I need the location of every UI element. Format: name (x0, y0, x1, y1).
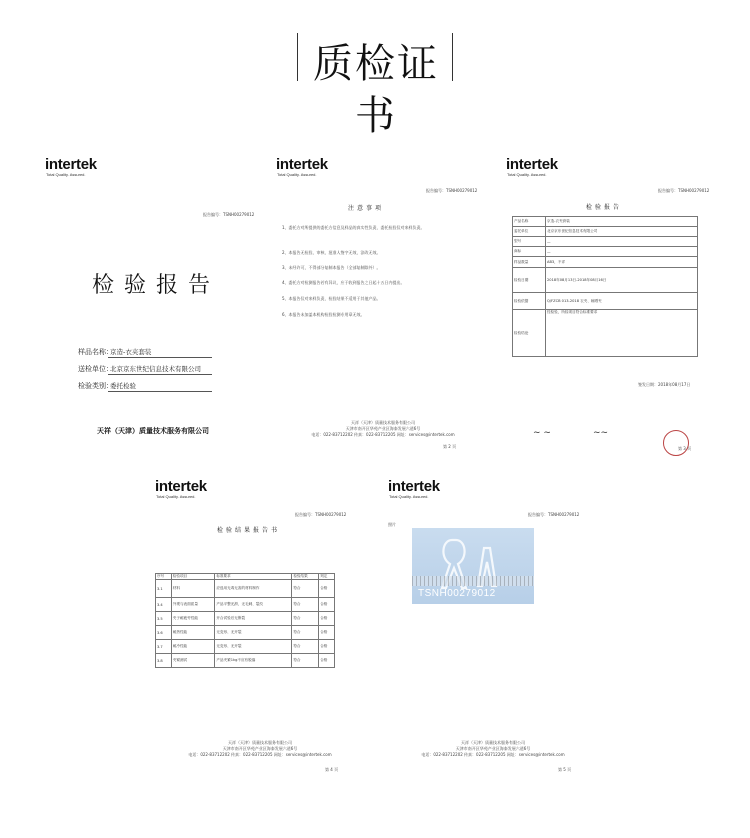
table-row: 3.7 耐冷性能 无变形、无开裂 符合 合格 (156, 640, 335, 654)
page-number: 第 5 页 (558, 767, 572, 772)
table-row: 检验结论 经检验，所检项目符合标准要求 (513, 310, 698, 357)
notice-item: 5、本报告仅对来样负责，检验结果不适用于其他产品。 (282, 296, 381, 301)
report-heading: 检验报告 (92, 273, 221, 298)
table-row: 3.8 夹紧测试 产品夹紧1kg不应有脱落 符合 合格 (156, 654, 335, 668)
page-footer (418, 740, 568, 758)
client-value: 北京京东世纪信息技术有限公司 (110, 365, 201, 373)
measuring-ruler (412, 576, 534, 586)
intertek-logo: intertek (506, 156, 558, 173)
footer-contact: 电话：022-83712202 传真：022-83712205 网址：services@intertek.com (188, 752, 332, 757)
footer-contact: 电话：022-83712202 传真：022-83712205 网址：services@intertek.com (421, 752, 565, 757)
report-number: 报告编号：TSNH00279012 (658, 188, 710, 193)
table-row: 检验日期 2018年08月13日-2018年08月16日 (513, 268, 698, 293)
table-row: 3.5 夹子耐疲劳性能 开合试验后无断裂 符合 合格 (156, 612, 335, 626)
table-row: 委托单位 北京京东世纪信息技术有限公司 (513, 227, 698, 237)
page-number: 第 3 页 (678, 446, 692, 451)
notice-item: 6、本报告未加盖本机构检验检测专用章无效。 (282, 312, 365, 317)
photo-caption: 照片 (388, 522, 396, 527)
notice-item: 3、未经许可，不得部分复制本报告（全部复制除外）。 (282, 265, 381, 270)
report-heading: 检验报告 (586, 204, 623, 211)
report-page-4 (145, 470, 370, 780)
intertek-logo: intertek (388, 478, 440, 495)
table-row: 型号 — (513, 237, 698, 247)
table-header-row: 序号 检验项目 标准要求 检验结果 判定 (156, 574, 335, 580)
report-number: 报告编号：TSNH00279012 (426, 188, 478, 193)
table-row: 检验依据 Q/FZCB 013-2018 衣夹、晾晒夹 (513, 293, 698, 310)
footer-company: 天祥（天津）质量技术服务有限公司 (461, 740, 525, 745)
notice-item: 2、本报告无检验、审核、批准人签字无效，涂改无效。 (282, 250, 381, 255)
report-number: 报告编号：TSNH00279012 (203, 212, 255, 217)
title-right-border (452, 33, 453, 81)
notice-heading: 注意事项 (348, 205, 385, 212)
report-page-2 (268, 150, 494, 460)
official-stamp (663, 430, 692, 456)
footer-contact: 电话：022-83712202 传真：022-83712205 网址：services@intertek.com (311, 432, 455, 437)
notice-item: 1、委托方对所提供的委托方信息及样品的真实性负责，委托检验仅对来样负责。 (282, 225, 425, 230)
report-summary-table (512, 216, 698, 357)
table-row: 商标 — (513, 247, 698, 257)
table-row: 产品名称 京造-衣夹套装 (513, 217, 698, 227)
signature-approver: ~ ~ (533, 428, 551, 438)
report-page-5 (378, 470, 606, 780)
footer-address: 天津市南开区华苑产业区海泰发展六道6号 (345, 426, 421, 431)
page-number: 第 2 页 (443, 444, 457, 449)
sample-photo (412, 528, 534, 604)
table-row: 3.1 材料 应选用无毒无害的材料制作 符合 合格 (156, 580, 335, 598)
report-page-1 (37, 150, 270, 450)
footer-company: 天祥（天津）质量技术服务有限公司 (228, 740, 292, 745)
results-heading: 检验结果报告书 (217, 527, 281, 534)
sample-name-value: 京造-衣夹套装 (110, 348, 152, 356)
footer-address: 天津市南开区华苑产业区海泰发展六道6号 (222, 746, 298, 751)
notice-item: 4、委托方对检测报告若有异议，应于收到报告之日起十五日内提出。 (282, 280, 405, 285)
page-footer (185, 740, 335, 758)
intertek-logo: intertek (155, 478, 207, 495)
issuing-company: 天祥（天津）质量技术服务有限公司 (97, 427, 209, 435)
inspection-type-label: 检验类别： (78, 382, 113, 390)
table-row: 样品数量 AB3，不详 (513, 257, 698, 268)
page-title: 质检证书 (313, 41, 439, 139)
title-left-border (297, 33, 298, 81)
intertek-tagline: Total Quality. Assured. (389, 494, 429, 499)
footer-address: 天津市南开区华苑产业区海泰发展六道6号 (455, 746, 531, 751)
intertek-tagline: Total Quality. Assured. (507, 172, 547, 177)
results-table (155, 573, 335, 668)
footer-company: 天祥（天津）质量技术服务有限公司 (351, 420, 415, 425)
report-number: 报告编号：TSNH00279012 (295, 512, 347, 517)
page-number: 第 4 页 (325, 767, 339, 772)
intertek-tagline: Total Quality. Assured. (277, 172, 317, 177)
intertek-logo: intertek (45, 156, 97, 173)
intertek-tagline: Total Quality. Assured. (156, 494, 196, 499)
intertek-tagline: Total Quality. Assured. (46, 172, 86, 177)
signature-reviewer: ~~ (593, 428, 609, 438)
report-page-3 (498, 150, 723, 460)
report-number: 报告编号：TSNH00279012 (528, 512, 580, 517)
table-row: 3.6 耐热性能 无变形、无开裂 符合 合格 (156, 626, 335, 640)
inspection-type-value: 委托检验 (110, 382, 136, 390)
photo-report-label: TSNH00279012 (418, 588, 496, 599)
sample-name-label: 样品名称： (78, 348, 113, 356)
issue-date: 签发日期：2018年08月17日 (638, 382, 691, 387)
table-row: 3.4 外观与表面质量 产品平整光滑，无毛刺、裂纹 符合 合格 (156, 598, 335, 612)
client-label: 送检单位： (78, 365, 113, 373)
intertek-logo: intertek (276, 156, 328, 173)
page-footer (308, 420, 458, 438)
